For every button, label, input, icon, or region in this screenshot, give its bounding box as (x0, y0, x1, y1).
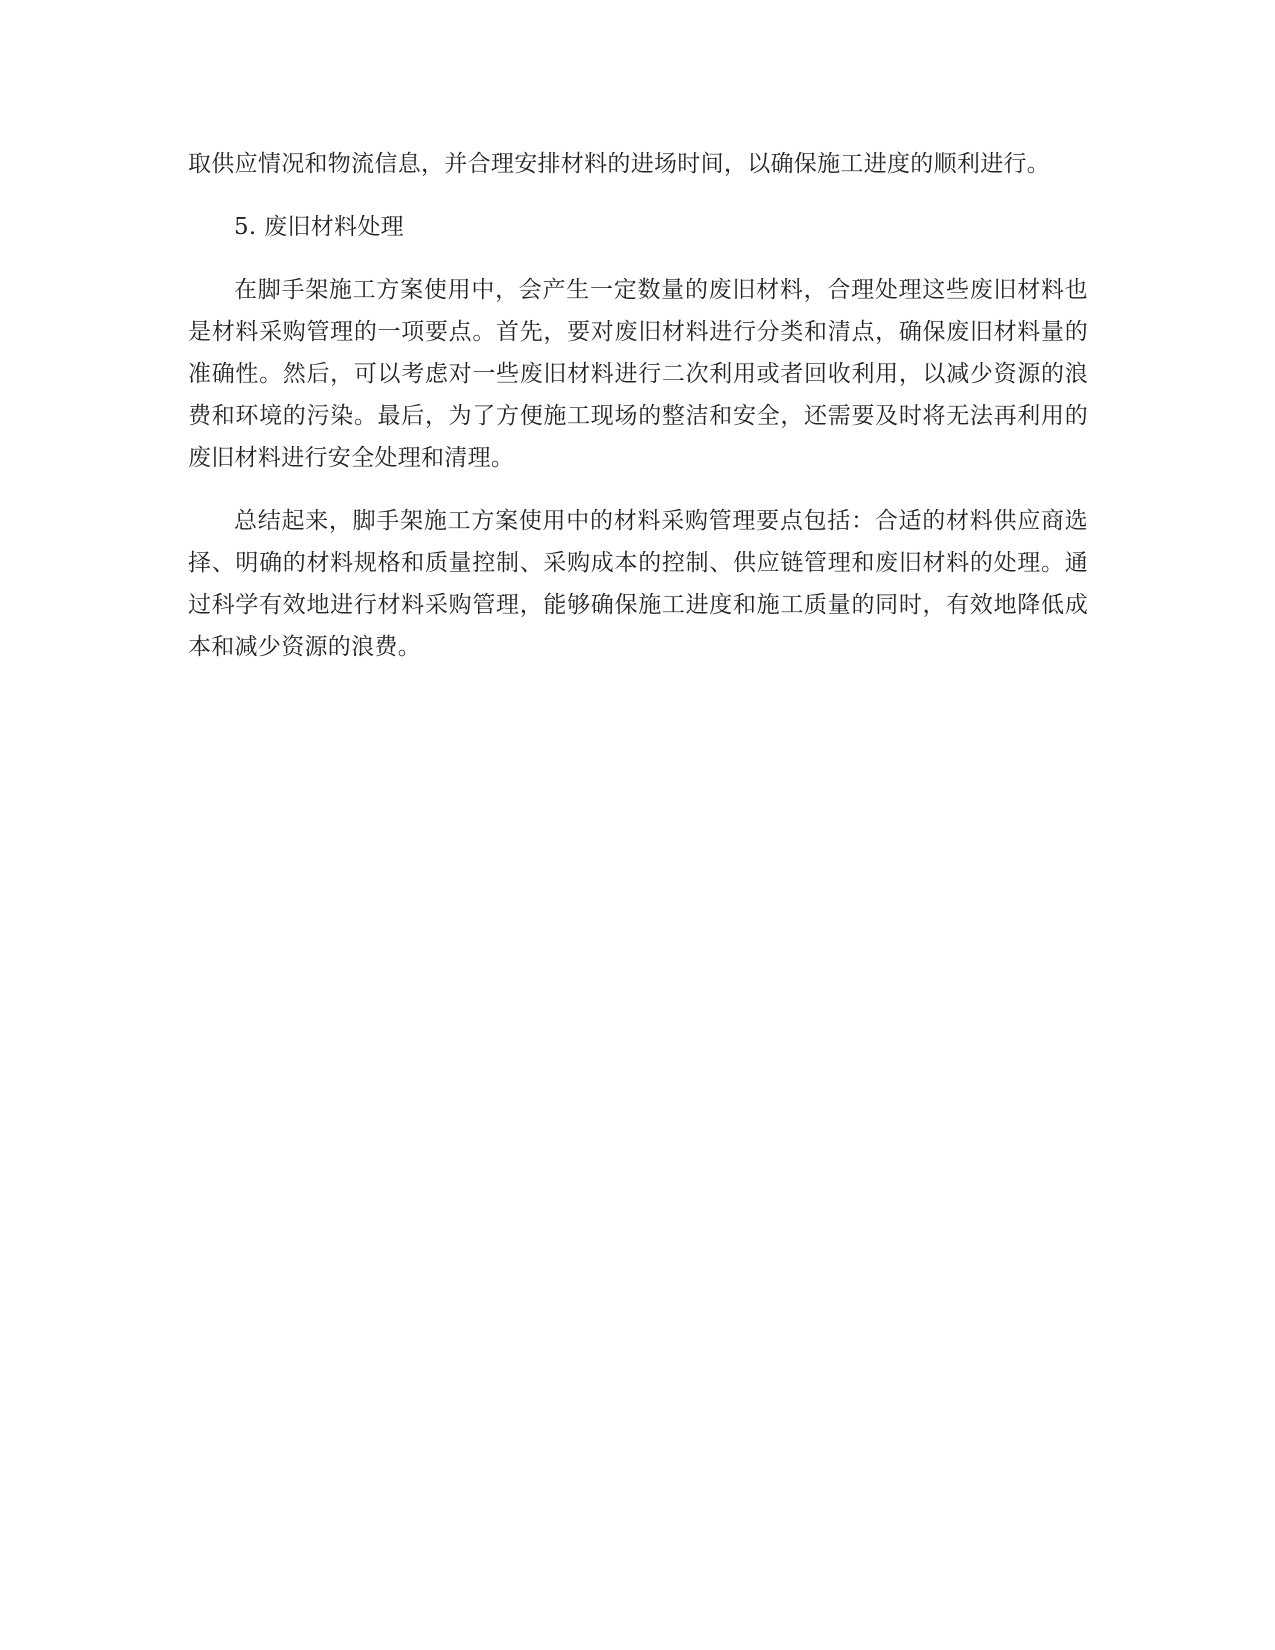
paragraph-continued: 取供应情况和物流信息，并合理安排材料的进场时间，以确保施工进度的顺利进行。 (188, 151, 1051, 177)
paragraph-waste-materials: 在脚手架施工方案使用中，会产生一定数量的废旧材料，合理处理这些废旧材料也是材料采购管理的一项要点。首先，要对废旧材料进行分类和清点，确保废旧材料量的准确性。然后，可以考虑对一些废旧材料进行二次利用或者回收利用，以减少资源的浪费和环境的污染。最后，为了方便施工现场的整洁和安全，还需要及时将无法再利用的废旧材料进行安全处理和清理。 (188, 277, 1088, 471)
section-heading-5: 5. 废旧材料处理 (234, 214, 404, 240)
paragraph-summary: 总结起来，脚手架施工方案使用中的材料采购管理要点包括：合适的材料供应商选择、明确的材料规格和质量控制、采购成本的控制、供应链管理和废旧材料的处理。通过科学有效地进行材料采购管理，能够确保施工进度和施工质量的同时，有效地降低成本和减少资源的浪费。 (188, 508, 1088, 660)
document-body (188, 143, 1088, 689)
